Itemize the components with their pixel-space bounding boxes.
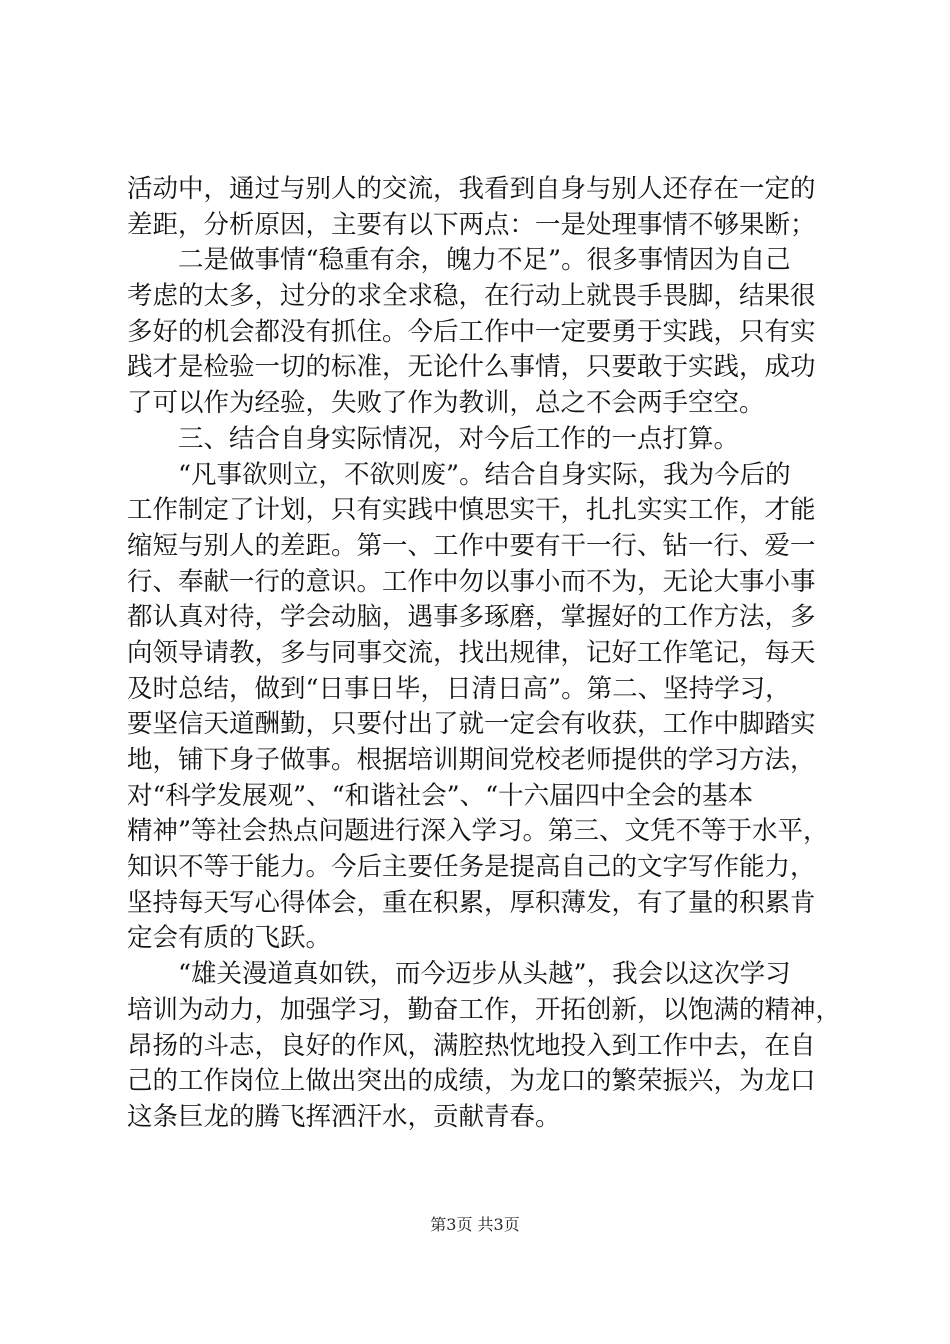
text-line: 二是做事情“稳重有余，魄力不足”。很多事情因为自己 [178, 245, 791, 276]
text-line: 都认真对待，学会动脑，遇事多琢磨，掌握好的工作方法，多 [127, 602, 816, 633]
text-line: 培训为动力，加强学习，勤奋工作，开拓创新，以饱满的精神， [127, 994, 842, 1025]
text-line: 昂扬的斗志，良好的作风，满腔热忱地投入到工作中去，在自 [127, 1030, 816, 1061]
text-line: 缩短与别人的差距。第一、工作中要有干一行、钻一行、爱一 [127, 530, 816, 561]
text-line: 差距，分析原因，主要有以下两点：一是处理事情不够果断； [127, 209, 816, 240]
text-line: 多好的机会都没有抓住。今后工作中一定要勇于实践，只有实 [127, 316, 816, 347]
text-line: “雄关漫道真如铁，而今迈步从头越”，我会以这次学习 [178, 959, 791, 990]
text-line: 己的工作岗位上做出突出的成绩，为龙口的繁荣振兴，为龙口 [127, 1066, 816, 1097]
text-line: 践才是检验一切的标准，无论什么事情，只要敢于实践，成功 [127, 352, 816, 383]
text-line: 要坚信天道酬勤，只要付出了就一定会有收获，工作中脚踏实 [127, 709, 816, 740]
text-line: 活动中，通过与别人的交流，我看到自身与别人还存在一定的 [127, 174, 816, 204]
text-line: “凡事欲则立，不欲则废”。结合自身实际，我为今后的 [178, 459, 791, 490]
text-line: 定会有质的飞跃。 [127, 923, 332, 954]
text-line: 地，铺下身子做事。根据培训期间党校老师提供的学习方法， [127, 745, 816, 775]
page-footer: 第3页 共3页 [430, 1215, 520, 1234]
text-line: 了可以作为经验，失败了作为教训，总之不会两手空空。 [127, 388, 765, 419]
text-line: 三、结合自身实际情况，对今后工作的一点打算。 [178, 423, 740, 454]
text-line: 精神”等社会热点问题进行深入学习。第三、文凭不等于水平， [127, 816, 829, 847]
text-line: 工作制定了计划，只有实践中慎思实干，扎扎实实工作，才能 [127, 495, 816, 526]
document-body [127, 172, 842, 1136]
text-line: 行、奉献一行的意识。工作中勿以事小而不为，无论大事小事 [127, 566, 816, 597]
text-line: 这条巨龙的腾飞挥洒汗水，贡献青春。 [127, 1101, 561, 1132]
text-line: 对“科学发展观”、“和谐社会”、“十六届四中全会的基本 [127, 780, 754, 811]
text-line: 及时总结，做到“日事日毕，日清日高”。第二、坚持学习， [127, 673, 791, 704]
text-line: 知识不等于能力。今后主要任务是提高自己的文字写作能力， [127, 852, 816, 883]
text-line: 向领导请教，多与同事交流，找出规律，记好工作笔记，每天 [127, 637, 816, 668]
text-line: 考虑的太多，过分的求全求稳，在行动上就畏手畏脚，结果很 [127, 281, 816, 312]
text-line: 坚持每天写心得体会，重在积累，厚积薄发，有了量的积累肯 [127, 887, 816, 918]
